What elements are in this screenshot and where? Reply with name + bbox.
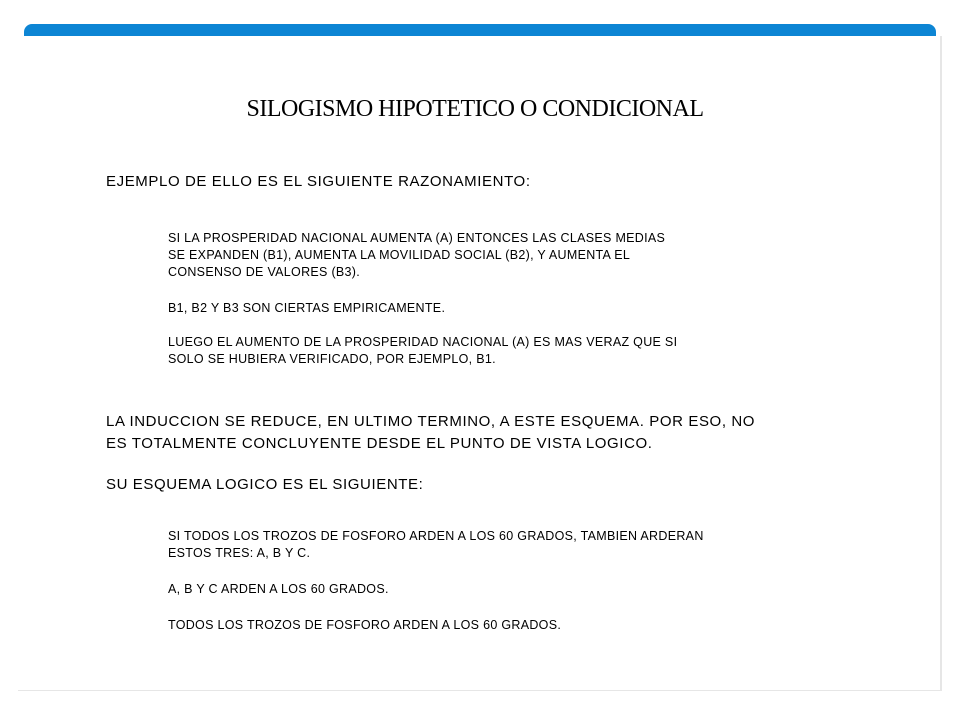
schema-conclusion-line: TODOS LOS TROZOS DE FOSFORO ARDEN A LOS 60 GRADOS. [168, 618, 562, 632]
schema-premise-line-2: ESTOS TRES: A, B Y C. [168, 546, 311, 560]
example-premise-line-2: SE EXPANDEN (B1), AUMENTA LA MOVILIDAD SOCIAL (B2), Y AUMENTA EL [168, 248, 631, 262]
example-premise-line-3: CONSENSO DE VALORES (B3). [168, 265, 361, 279]
example-fact-line: B1, B2 Y B3 SON CIERTAS EMPIRICAMENTE. [168, 301, 446, 315]
slide-title: SILOGISMO HIPOTETICO O CONDICIONAL [246, 96, 704, 122]
slide-bottom-border [18, 690, 942, 691]
example-conclusion-line-2: SOLO SE HUBIERA VERIFICADO, POR EJEMPLO, B1. [168, 352, 496, 366]
schema-premise-line-1: SI TODOS LOS TROZOS DE FOSFORO ARDEN A LOS 60 GRADOS, TAMBIEN ARDERAN [168, 529, 704, 543]
schema-fact-line: A, B Y C ARDEN A LOS 60 GRADOS. [168, 582, 389, 596]
example-premise-line-1: SI LA PROSPERIDAD NACIONAL AUMENTA (A) ENTONCES LAS CLASES MEDIAS [168, 231, 666, 245]
induction-line-1: LA INDUCCION SE REDUCE, EN ULTIMO TERMINO, A ESTE ESQUEMA. POR ESO, NO [106, 413, 756, 430]
induction-line-2: ES TOTALMENTE CONCLUYENTE DESDE EL PUNTO DE VISTA LOGICO. [106, 435, 653, 452]
intro-text: EJEMPLO DE ELLO ES EL SIGUIENTE RAZONAMIENTO: [106, 173, 531, 190]
example-conclusion-line-1: LUEGO EL AUMENTO DE LA PROSPERIDAD NACIONAL (A) ES MAS VERAZ QUE SI [168, 335, 678, 349]
schema-intro-text: SU ESQUEMA LOGICO ES EL SIGUIENTE: [106, 476, 424, 493]
slide-right-border [940, 36, 942, 691]
top-accent-bar [24, 24, 936, 36]
